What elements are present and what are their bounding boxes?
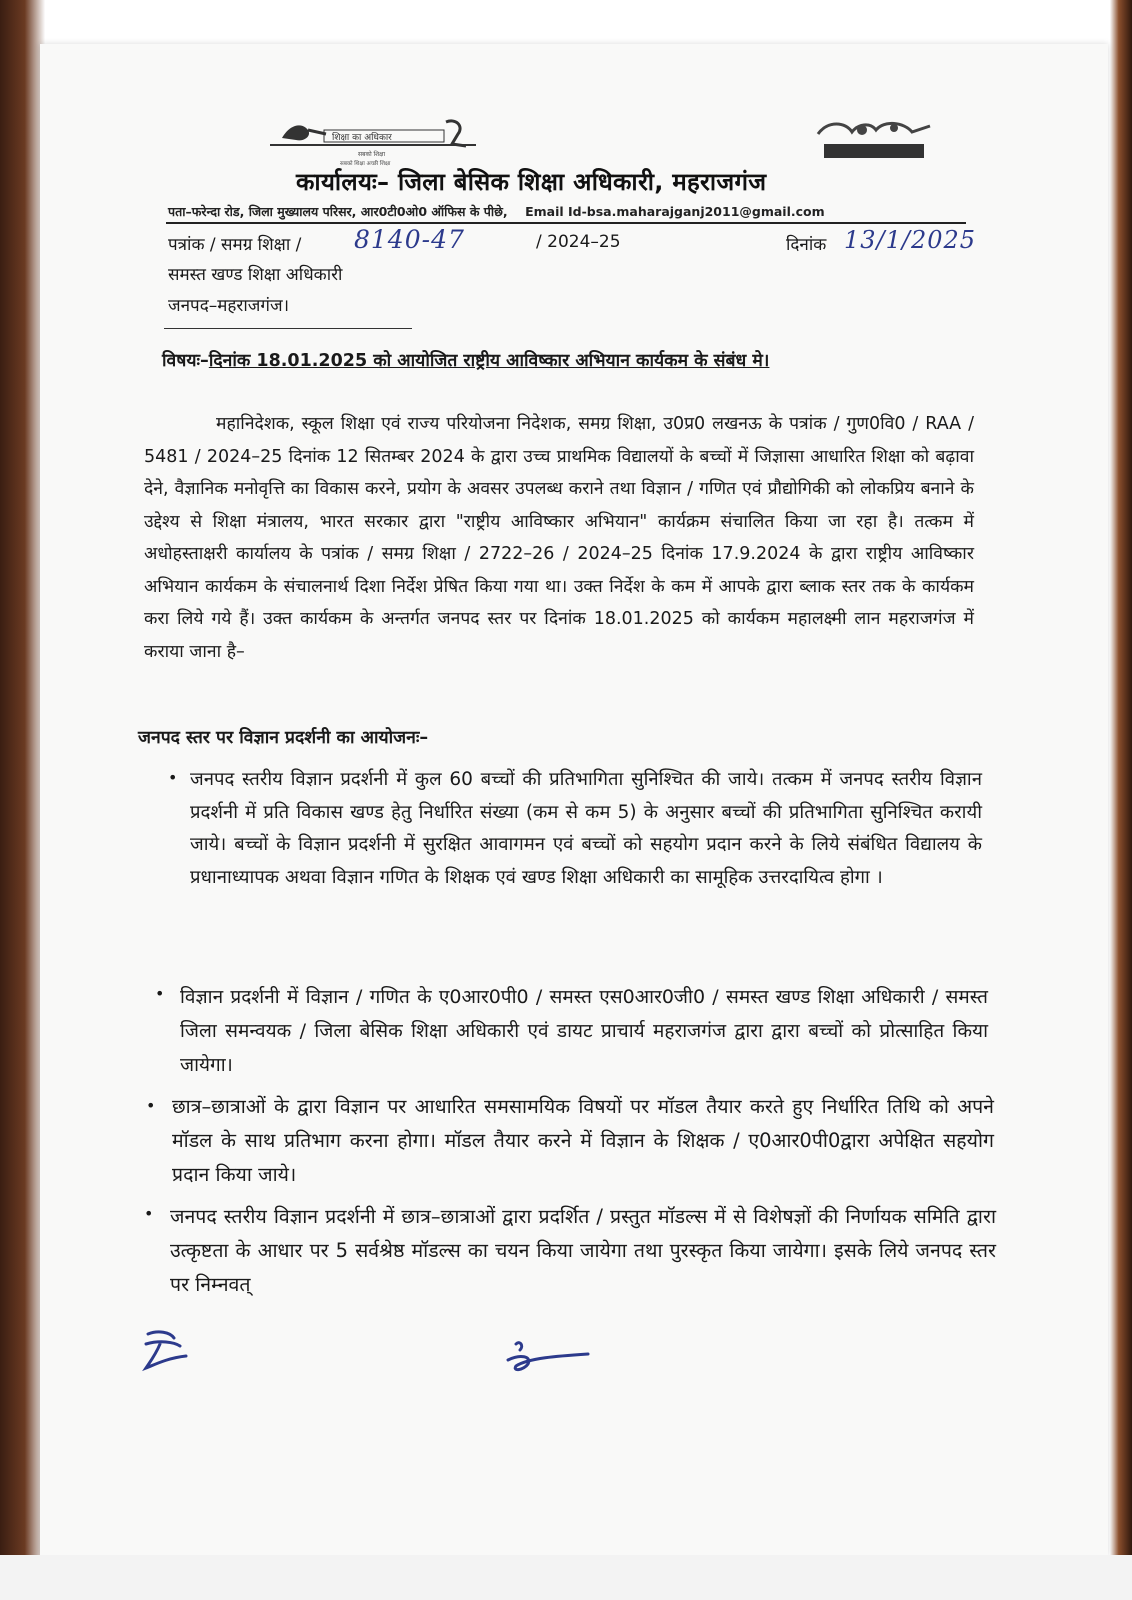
subject-label: विषयः– xyxy=(162,351,209,371)
date-label: दिनांक xyxy=(786,235,827,255)
svg-text:सबको शिक्षा अच्छी शिक्षा: सबको शिक्षा अच्छी शिक्षा xyxy=(340,161,391,167)
photo-background-right xyxy=(1110,0,1132,1600)
bullet-icon: • xyxy=(144,1204,154,1223)
subject-line xyxy=(162,348,942,372)
bullet-icon: • xyxy=(168,768,178,787)
handwritten-reference-number: 8140-47 xyxy=(354,225,465,254)
bullet-icon: • xyxy=(155,984,165,1003)
body-paragraph: महानिदेशक, स्कूल शिक्षा एवं राज्य परियोजना निदेशक, समग्र शिक्षा, उ0प्र0 लखनऊ के पत्रांक / गुण0वि0 / RAA / 5481 / 2024–25 दिनांक 12 सितम्बर 2024 के द्वारा उच्च प्राथमिक विद्यालयों के बच्चों में जिज्ञासा आधारित शिक्षा को बढ़ावा देने, वैज्ञानिक मनोवृत्ति का विकास करने, प्रयोग के अवसर उपलब्ध कराने तथा विज्ञान / गणित एवं प्रौद्योगिकी को लोकप्रिय बनाने के उद्देश्य से शिक्षा मंत्रालय, भारत सरकार द्वारा "राष्ट्रीय आविष्कार अभियान" कार्यक्रम संचालित किया जा रहा है। तत्कम में अधोहस्ताक्षरी कार्यालय के पत्रांक / समग्र शिक्षा / 2722–26 / 2024–25 दिनांक 17.9.2024 के द्वारा राष्ट्रीय आविष्कार अभियान कार्यकम के संचालनार्थ दिशा निर्देश प्रेषित किया गया था। उक्त निर्देश के कम में आपके द्वारा ब्लाक स्तर तक के कार्यकम करा लिये गये हैं। उक्त कार्यकम के अन्तर्गत जनपद स्तर पर दिनांक 18.01.2025 को कार्यकम महालक्ष्मी लान महराजगंज में कराया जाना है– xyxy=(144,414,974,662)
section-heading: जनपद स्तर पर विज्ञान प्रदर्शनी का आयोजनः– xyxy=(138,728,429,748)
header-divider xyxy=(166,222,966,224)
addressee-line-2: जनपद–महराजगंज। xyxy=(168,296,290,316)
address-text: पता–फरेन्दा रोड, जिला मुख्यालय परिसर, आर0टी0ओ0 ऑफिस के पीछे, xyxy=(168,204,508,219)
addressee-line-1: समस्त खण्ड शिक्षा अधिकारी xyxy=(168,265,343,285)
addressee-block xyxy=(168,260,342,322)
bullet-icon: • xyxy=(146,1096,156,1115)
sarva-shiksha-abhiyan-logo xyxy=(812,116,938,162)
reference-prefix: पत्रांक / समग्र शिक्षा / xyxy=(168,235,302,255)
shiksha-ka-adhikar-logo xyxy=(268,114,478,172)
handwritten-initial-signature xyxy=(140,1328,196,1372)
handwritten-signature xyxy=(498,1336,594,1382)
handwritten-date: 13/1/2025 xyxy=(844,226,977,254)
reference-row xyxy=(168,225,977,258)
list-item: जनपद स्तरीय विज्ञान प्रदर्शनी में कुल 60 बच्चों की प्रतिभागिता सुनिश्चित की जाये। तत्कम में जनपद स्तरीय विज्ञान प्रदर्शनी में प्रति विकास खण्ड हेतु निर्धारित संख्या (कम से कम 5) के अनुसार बच्चों की प्रतिभागिता सुनिश्चित करायी जाये। बच्चों के विज्ञान प्रदर्शनी में सुरक्षित आवागमन एवं बच्चों को सहयोग प्रदान करने के लिये संबंधित विद्यालय के प्रधानाध्यापक अथवा विज्ञान गणित के शिक्षक एवं खण्ड शिक्षा अधिकारी का सामूहिक उत्तरदायित्व होगा । xyxy=(190,769,982,888)
addressee-underline xyxy=(164,328,412,329)
page-bottom-margin xyxy=(0,1555,1132,1600)
list-item: छात्र–छात्राओं के द्वारा विज्ञान पर आधारित समसामयिक विषयों पर मॉडल तैयार करते हुए निर्धारित तिथि को अपने मॉडल के साथ प्रतिभाग करना होगा। मॉडल तैयार करने में विज्ञान के शिक्षक / ए0आर0पी0द्वारा अपेक्षित सहयोग प्रदान किया जाये। xyxy=(172,1095,994,1186)
office-address xyxy=(168,203,968,220)
subject-text: दिनांक 18.01.2025 को आयोजित राष्ट्रीय आविष्कार अभियान कार्यकम के संबंध मे। xyxy=(208,351,770,371)
reference-year: / 2024–25 xyxy=(536,232,621,252)
list-item: विज्ञान प्रदर्शनी में विज्ञान / गणित के ए0आर0पी0 / समस्त एस0आर0जी0 / समस्त खण्ड शिक्षा अधिकारी / समस्त जिला समन्वयक / जिला बेसिक शिक्षा अधिकारी एवं डायट प्राचार्य महराजगंज द्वारा द्वारा बच्चों को प्रोत्साहित किया जायेगा। xyxy=(180,986,988,1076)
list-item: जनपद स्तरीय विज्ञान प्रदर्शनी में छात्र–छात्राओं द्वारा प्रदर्शित / प्रस्तुत मॉडल्स में से विशेषज्ञों की निर्णायक समिति द्वारा उत्कृष्टता के आधार पर 5 सर्वश्रेष्ठ मॉडल्स का चयन किया जायेगा तथा पुरस्कृत किया जायेगा। इसके लिये जनपद स्तर पर निम्नवत् xyxy=(170,1205,996,1296)
office-title: कार्यालयः– जिला बेसिक शिक्षा अधिकारी, महराजगंज xyxy=(296,168,767,196)
page-top-margin xyxy=(0,0,1132,46)
email-text: Email Id-bsa.maharajganj2011@gmail.com xyxy=(525,204,825,219)
svg-text:सबको शिक्षा: सबको शिक्षा xyxy=(358,151,386,158)
photo-background-left xyxy=(0,0,45,1560)
svg-text:शिक्षा का अधिकार: शिक्षा का अधिकार xyxy=(332,133,392,143)
